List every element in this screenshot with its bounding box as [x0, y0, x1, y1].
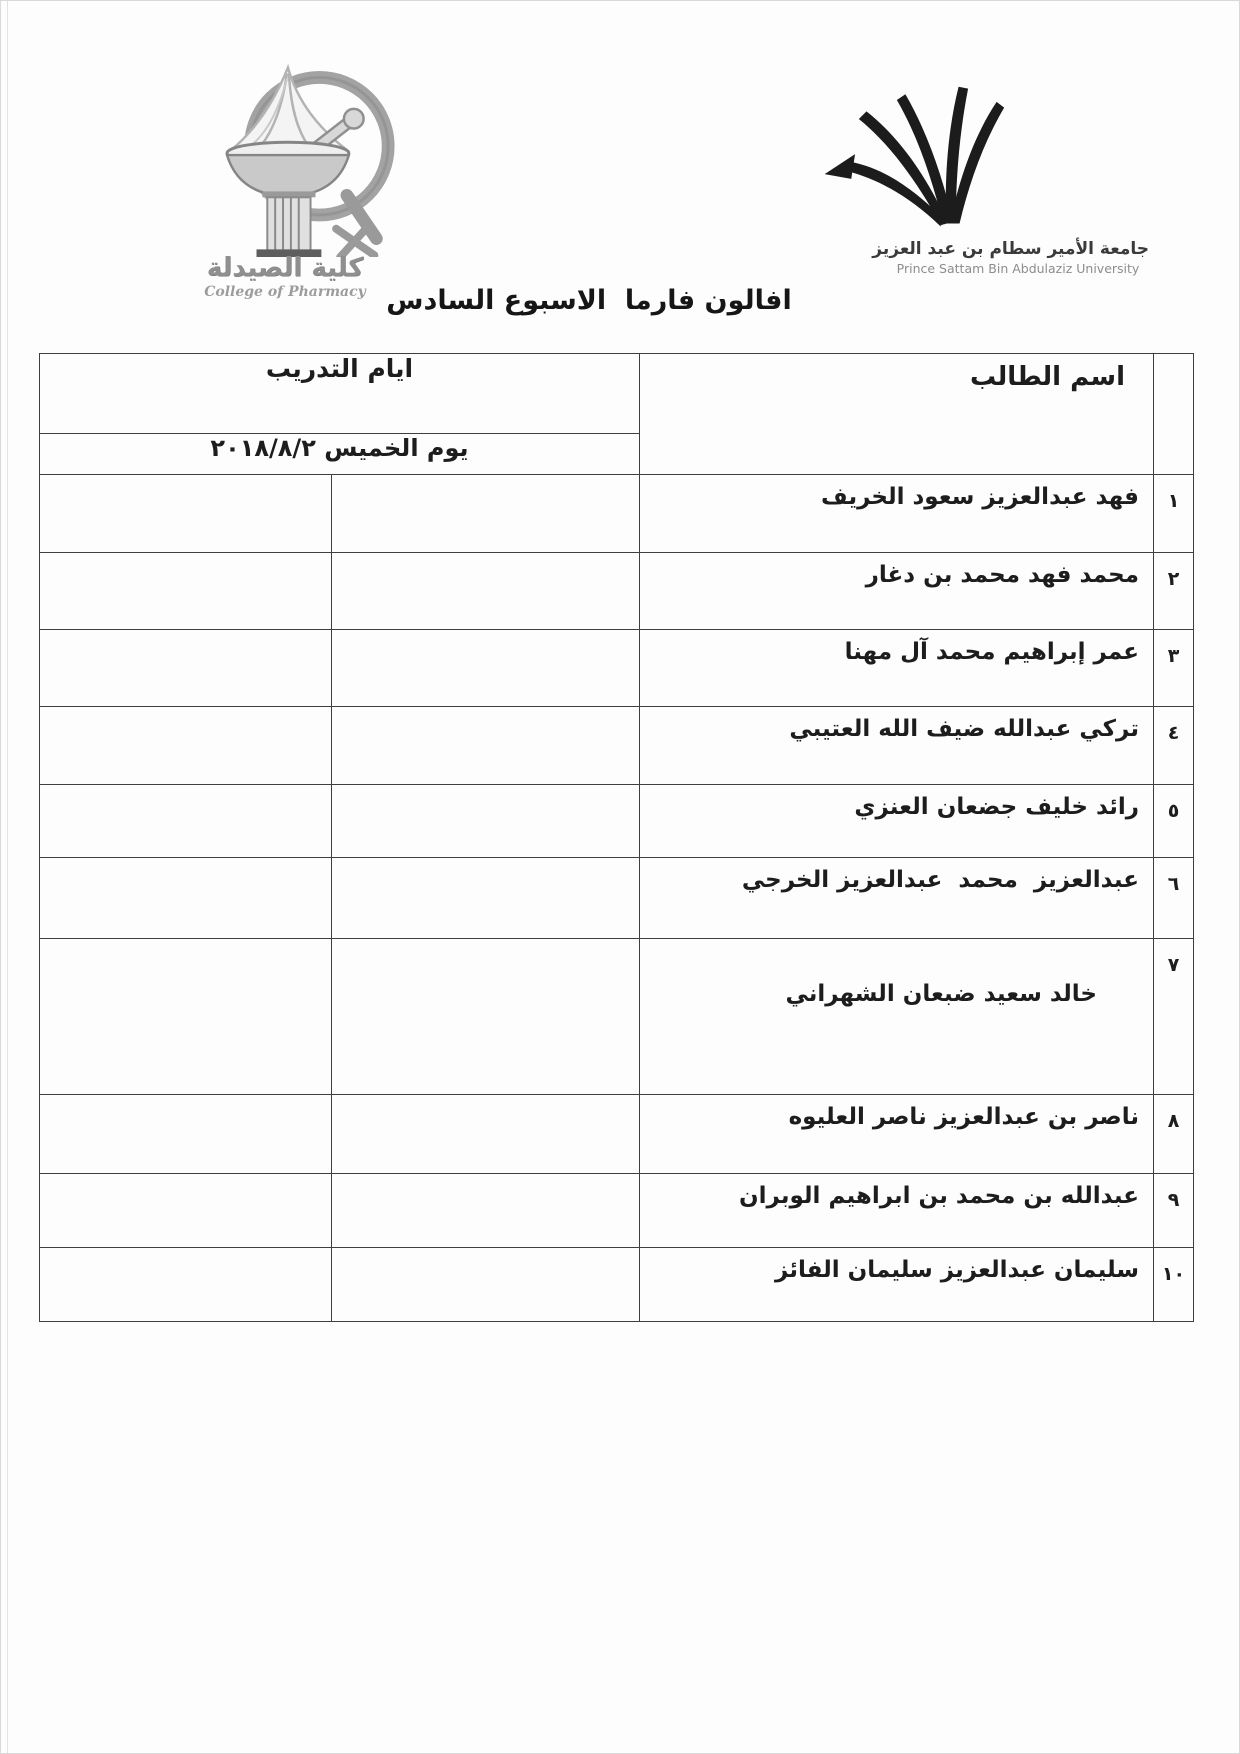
document-title: افالون فارما الاسبوع السادس: [386, 285, 792, 316]
training-day-cell: [332, 553, 640, 630]
number-column-header: [1154, 354, 1194, 475]
mortar-pestle-rx-icon: [172, 59, 398, 257]
table-row: [40, 858, 1194, 939]
student-table-body: [40, 354, 1194, 1322]
training-day-cell: [40, 630, 332, 707]
attendance-table: [39, 353, 1194, 1322]
student-name: عمر إبراهيم محمد آل مهنا: [640, 630, 1154, 707]
training-day-cell: [40, 1174, 332, 1248]
row-number: ١٠: [1154, 1248, 1194, 1322]
student-name-header: اسم الطالب: [640, 354, 1154, 475]
student-name: ناصر بن عبدالعزيز ناصر العليوه: [640, 1095, 1154, 1174]
student-name: تركي عبدالله ضيف الله العتيبي: [640, 707, 1154, 785]
row-number: ٩: [1154, 1174, 1194, 1248]
university-name-english: Prince Sattam Bin Abdulaziz University: [896, 261, 1140, 276]
training-day-cell: [332, 939, 640, 1095]
student-table: [39, 353, 1194, 1322]
training-date: يوم الخميس ٢٠١٨/٨/٢: [40, 434, 640, 475]
training-day-cell: [40, 858, 332, 939]
row-number: ٦: [1154, 858, 1194, 939]
table-row: [40, 1248, 1194, 1322]
training-day-cell: [332, 475, 640, 553]
row-number: ٣: [1154, 630, 1194, 707]
table-row: [40, 1095, 1194, 1174]
training-day-cell: [40, 1095, 332, 1174]
training-day-cell: [332, 1095, 640, 1174]
training-day-cell: [40, 475, 332, 553]
training-day-cell: [332, 707, 640, 785]
student-name: عبدالله بن محمد بن ابراهيم الوبران: [640, 1174, 1154, 1248]
table-header-row: [40, 354, 1194, 434]
row-number: ٤: [1154, 707, 1194, 785]
training-day-cell: [40, 1248, 332, 1322]
book-fan-arrow-icon: [809, 81, 1017, 233]
student-name: خالد سعيد ضبعان الشهراني: [640, 939, 1154, 1095]
table-row: [40, 630, 1194, 707]
training-day-cell: [40, 553, 332, 630]
college-name-english: College of Pharmacy: [204, 284, 366, 300]
student-name: فهد عبدالعزيز سعود الخريف: [640, 475, 1154, 553]
table-row: [40, 475, 1194, 553]
row-number: ٧: [1154, 939, 1194, 1095]
university-name-arabic: جامعة الأمير سطام بن عبد العزيز: [872, 239, 1149, 259]
row-number: ٨: [1154, 1095, 1194, 1174]
training-day-cell: [40, 939, 332, 1095]
student-name: محمد فهد محمد بن دغار: [640, 553, 1154, 630]
training-day-cell: [332, 858, 640, 939]
row-number: ٥: [1154, 785, 1194, 858]
table-row: [40, 939, 1194, 1095]
training-day-cell: [332, 1174, 640, 1248]
college-of-pharmacy-logo: [169, 59, 401, 300]
training-days-header: ايام التدريب: [40, 354, 640, 434]
training-day-cell: [332, 630, 640, 707]
training-day-cell: [332, 1248, 640, 1322]
table-row: [40, 785, 1194, 858]
table-row: [40, 707, 1194, 785]
university-name-block: [872, 239, 1149, 276]
training-day-cell: [40, 785, 332, 858]
row-number: ٢: [1154, 553, 1194, 630]
training-day-cell: [40, 707, 332, 785]
table-row: [40, 1174, 1194, 1248]
student-name: سليمان عبدالعزيز سليمان الفائز: [640, 1248, 1154, 1322]
table-row: [40, 553, 1194, 630]
training-day-cell: [332, 785, 640, 858]
college-name-arabic: كلية الصيدلة: [206, 253, 364, 283]
student-name: رائد خليف جضعان العنزي: [640, 785, 1154, 858]
row-number: ١: [1154, 475, 1194, 553]
university-logo: [801, 81, 1149, 276]
student-name: عبدالعزيز محمد عبدالعزيز الخرجي: [640, 858, 1154, 939]
